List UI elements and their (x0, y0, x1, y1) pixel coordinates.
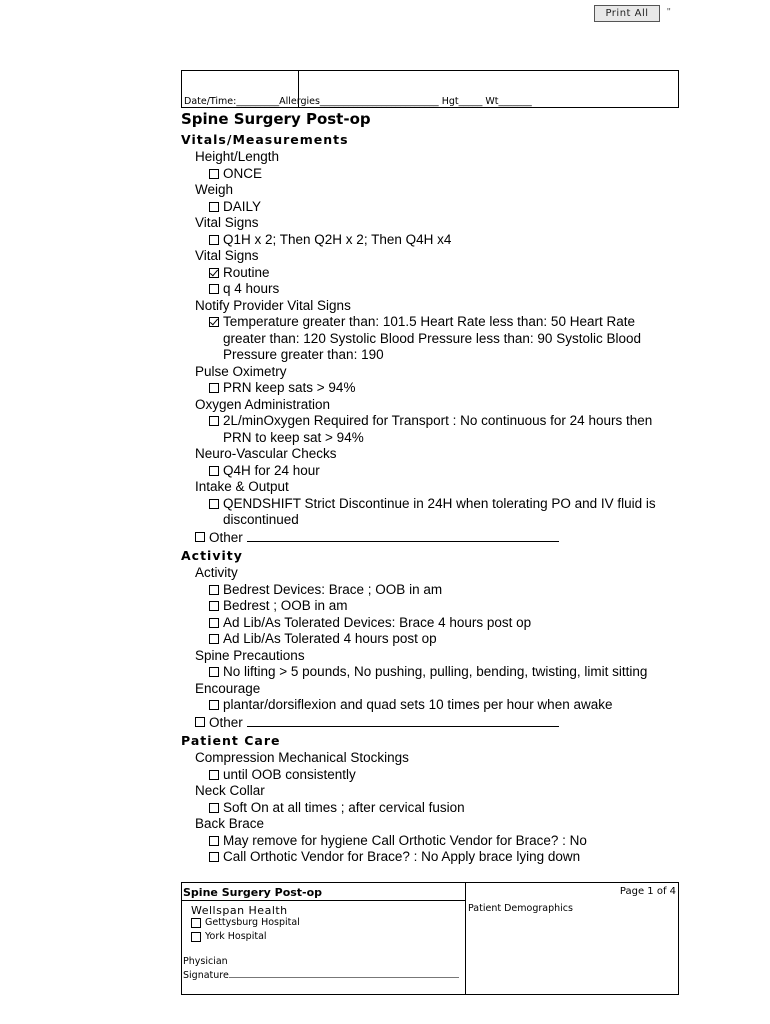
order-item-text: plantar/dorsiflexion and quad sets 10 times per hour when awake (223, 697, 613, 712)
section-heading: Patient Care (181, 733, 281, 748)
order-item-text: until OOB consistently (223, 766, 356, 782)
order-item[interactable] (181, 697, 681, 714)
order-item-text: Call Orthotic Vendor for Brace? : No Apply brace lying down (223, 849, 581, 864)
order-item[interactable] (181, 598, 681, 615)
order-item[interactable] (181, 800, 681, 817)
order-item[interactable] (181, 413, 681, 446)
order-item[interactable] (181, 496, 681, 529)
order-group-label: Pulse Oximetry (195, 363, 287, 379)
order-item-text: Q4H for 24 hour (223, 462, 320, 478)
order-item[interactable] (181, 380, 681, 397)
checkbox[interactable] (209, 466, 219, 476)
order-group-label: Vital Signs (195, 215, 259, 230)
checkbox[interactable] (209, 770, 219, 780)
checkbox[interactable] (209, 499, 219, 509)
order-item[interactable] (181, 664, 681, 681)
other-label (209, 714, 681, 732)
print-all-button[interactable]: Print All (594, 5, 660, 22)
checkbox[interactable] (209, 601, 219, 611)
other-order-item[interactable] (181, 529, 681, 547)
order-item[interactable] (181, 582, 681, 599)
order-item-text: PRN keep sats > 94% (223, 380, 356, 395)
patient-demographics-label: Patient Demographics (468, 903, 573, 914)
checkbox[interactable] (209, 852, 219, 862)
order-sections (181, 130, 681, 866)
section-heading: Activity (181, 548, 243, 563)
order-item-text: 2L/minOxygen Required for Transport : No continuous for 24 hours then PRN to keep sat > 94% (223, 413, 653, 445)
checked-checkbox[interactable] (209, 317, 219, 327)
order-group-label: Notify Provider Vital Signs (195, 297, 351, 313)
order-item-text: Ad Lib/As Tolerated 4 hours post op (223, 631, 437, 646)
order-group-label: Spine Precautions (195, 647, 305, 663)
order-item[interactable] (181, 767, 681, 784)
order-group-label: Oxygen Administration (195, 396, 331, 412)
checkbox[interactable] (209, 202, 219, 212)
hospital-label: Gettysburg Hospital (205, 917, 300, 928)
checkbox[interactable] (191, 932, 201, 942)
checkbox[interactable] (195, 717, 205, 727)
order-item[interactable] (181, 265, 681, 282)
other-label (209, 529, 681, 547)
order-group-label: Encourage (195, 680, 261, 696)
footer-column-divider (465, 883, 466, 994)
footer-divider (182, 900, 465, 901)
signature-line[interactable] (229, 968, 459, 978)
order-item[interactable] (181, 314, 681, 364)
checkbox[interactable] (209, 383, 219, 393)
order-item-text: Bedrest ; OOB in am (223, 598, 348, 613)
other-entry-line[interactable] (247, 529, 559, 542)
signature-label: Signature (183, 970, 229, 981)
header-fields-text: Date/Time:_________Allergies_________________________ Hgt_____ Wt_______ (184, 96, 532, 107)
checkbox[interactable] (209, 667, 219, 677)
order-group-label: Neuro-Vascular Checks (195, 446, 337, 461)
order-item-text: May remove for hygiene Call Orthotic Vendor for Brace? : No (223, 832, 587, 848)
checkbox[interactable] (209, 169, 219, 179)
order-item[interactable] (181, 166, 681, 183)
order-item[interactable] (181, 849, 681, 866)
hospital-label: York Hospital (205, 931, 267, 942)
order-item-text: ONCE (223, 165, 263, 181)
order-item-text: DAILY (223, 198, 262, 214)
order-item-text: Temperature greater than: 101.5 Heart Rate less than: 50 Heart Rate greater than: 120 Systolic Blood Pressure less than: 90 Systolic Blood Pressure greater than: 190 (223, 314, 641, 362)
footer-title: Spine Surgery Post-op (183, 886, 323, 899)
checkbox[interactable] (209, 235, 219, 245)
other-entry-line[interactable] (247, 714, 559, 727)
physician-label: Physician (183, 956, 228, 967)
checkbox[interactable] (209, 416, 219, 426)
checkbox[interactable] (209, 618, 219, 628)
order-item-text: No lifting > 5 pounds, No pushing, pulling, bending, twisting, limit sitting (223, 664, 648, 679)
checkbox[interactable] (209, 284, 219, 294)
order-item[interactable] (181, 631, 681, 648)
order-set-title: Spine Surgery Post-op (181, 110, 371, 128)
checkbox[interactable] (209, 585, 219, 595)
other-label-text: Other (209, 529, 243, 545)
footer-box (181, 882, 679, 995)
order-item-text: Ad Lib/As Tolerated Devices: Brace 4 hours post op (223, 614, 532, 630)
order-group-label: Back Brace (195, 816, 265, 831)
order-item-text: Routine (223, 264, 270, 280)
section-heading: Vitals/Measurements (181, 132, 349, 147)
physician-signature (183, 956, 459, 982)
other-label-text: Other (209, 714, 243, 730)
order-group-label: Vital Signs (195, 248, 259, 263)
order-group-label: Compression Mechanical Stockings (195, 750, 409, 765)
order-group-label: Activity (195, 565, 238, 580)
order-group-label: Height/Length (195, 149, 280, 164)
checked-checkbox[interactable] (209, 268, 219, 278)
order-group-label: Neck Collar (195, 783, 265, 798)
page-number: Page 1 of 4 (619, 886, 676, 897)
order-item-text: QENDSHIFT Strict Discontinue in 24H when tolerating PO and IV fluid is discontinued (223, 495, 656, 527)
other-order-item[interactable] (181, 714, 681, 732)
order-item-text: q 4 hours (223, 281, 280, 296)
order-item[interactable] (181, 199, 681, 216)
toolbar-mark: " (667, 7, 671, 18)
checkbox[interactable] (209, 836, 219, 846)
order-item[interactable] (181, 232, 681, 249)
order-item-text: Soft On at all times ; after cervical fusion (223, 799, 465, 815)
order-group-label: Weigh (195, 182, 234, 197)
order-item[interactable] (181, 615, 681, 632)
order-item[interactable] (181, 463, 681, 480)
order-item-text: Bedrest Devices: Brace ; OOB in am (223, 581, 443, 597)
checkbox[interactable] (209, 634, 219, 644)
hospital-option[interactable] (191, 917, 300, 928)
checkbox[interactable] (209, 700, 219, 710)
checkbox[interactable] (209, 803, 219, 813)
checkbox[interactable] (191, 918, 201, 928)
checkbox[interactable] (195, 532, 205, 542)
order-group-label: Intake & Output (195, 479, 289, 494)
hospital-option[interactable] (191, 931, 267, 942)
order-item-text: Q1H x 2; Then Q2H x 2; Then Q4H x4 (223, 231, 452, 247)
order-item[interactable] (181, 833, 681, 850)
header-fields-box (181, 70, 679, 108)
order-item[interactable] (181, 281, 681, 298)
organization-name: Wellspan Health (191, 904, 288, 917)
